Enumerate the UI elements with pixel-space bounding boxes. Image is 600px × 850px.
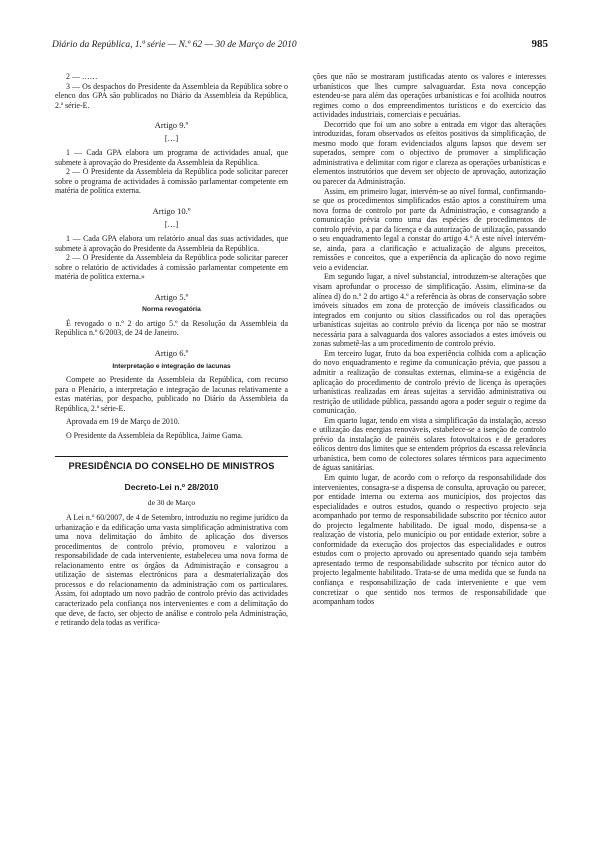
organ-heading: PRESIDÊNCIA DO CONSELHO DE MINISTROS bbox=[68, 461, 275, 472]
omission-mark: […] bbox=[164, 133, 179, 143]
paragraph: Em quarto lugar, tendo em vista a simplificação da instalação, acesso e utilização das energias renováveis, estabelece-se a isenção de controlo prévio da instalação de painéis solares fotovoltaicos e de geradores eólicos dentro dos limites que se entendem próprios da escassa relevância urbanística, bem como de colectores solares térmicos para aquecimento de águas sanitárias. bbox=[313, 415, 546, 473]
article-6-subtitle: Interpretação e integração de lacunas bbox=[112, 362, 231, 370]
decree-title: Decreto-Lei n.º 28/2010 bbox=[124, 481, 219, 492]
paragraph: 1 — Cada GPA elabora um programa de actividades anual, que submete à aprovação do Presidente da Assembleia da República. bbox=[55, 148, 288, 167]
paragraph: 2 — O Presidente da Assembleia da República pode solicitar parecer sobre o programa de actividades à comissão parlamentar competente em matéria de política externa. bbox=[55, 167, 288, 196]
paragraph: É revogado o n.º 2 do artigo 5.º da Resolução da Assembleia da República n.º 6/2003, de 24 de Janeiro. bbox=[55, 318, 288, 338]
section-divider bbox=[55, 456, 288, 457]
article-5-title: Artigo 5.º bbox=[154, 291, 189, 302]
article-9-title: Artigo 9.º bbox=[154, 120, 189, 131]
article-5-subtitle: Norma revogatória bbox=[142, 306, 201, 314]
article-6-title: Artigo 6.º bbox=[154, 348, 189, 359]
left-column bbox=[55, 72, 288, 628]
paragraph: Em terceiro lugar, fruto da boa experiência colhida com a aplicação do novo enquadramento e regime da comunicação prévia, que passou a admitir a realização de consultas externas, elimina-se a exigência de aplicação do procedimento de controlo prévio de licença às operações urbanísticas realizadas em áreas sujeitas a servidão administrativa ou restrição de utilidade pública, passando agora a poder seguir o regime da comunicação. bbox=[313, 348, 546, 416]
omission-mark: […] bbox=[164, 219, 179, 229]
running-header bbox=[52, 40, 548, 54]
page-number: 985 bbox=[531, 38, 548, 50]
right-column bbox=[313, 72, 546, 607]
paragraph: Decorrido que foi um ano sobre a entrada em vigor das alterações introduzidas, foram observados os efeitos positivos da simplificação, de mesmo modo que foram evidenciados alguns lapsos que devem ser superados, sempre com o objectivo de promover a simplificação administrativa e delimitar com rigor e clareza as operações urbanísticas e elementos instrutórios que devem ser objecto de aprovação, autorização ou parecer da Administração. bbox=[313, 119, 546, 187]
paragraph: 3 — Os despachos do Presidente da Assembleia da República sobre o elenco dos GPA são publicados no Diário da Assembleia da República, 2.ª série-E. bbox=[55, 81, 288, 110]
paragraph: 2 — O Presidente da Assembleia da República pode solicitar parecer sobre o relatório de actividades à comissão parlamentar competente em matéria de política externa.» bbox=[55, 253, 288, 282]
paragraph: Compete ao Presidente da Assembleia da República, com recurso para o Plenário, a interpretação e integração de lacunas relativamente a estas matérias, por despacho, publicado no Diário da Assembleia da República, 2.ª série-E. bbox=[55, 375, 288, 413]
paragraph: A Lei n.º 60/2007, de 4 de Setembro, introduziu no regime jurídico da urbanização e da edificação uma vasta simplificação administrativa com uma nova delimitação do âmbito de aplicação dos diversos procedimentos de controlo prévio, promoveu e valorizou a responsabilidade de cada interveniente, estabeleceu uma nova forma de relacionamento entre os órgãos da Administração e consagrou a utilização de sistemas electrónicos para a desmaterialização dos processos e do relacionamento da administração com os particulares. Assim, foi adoptado um novo padrão de controlo prévio das actividades caracterizado pela confiança nos intervenientes e com a delimitação do que deve, de facto, ser objecto de análise e controlo pela Administração, e retirando dela todas as verifica- bbox=[55, 513, 288, 628]
paragraph: 2 — …… bbox=[66, 72, 98, 81]
paragraph: Assim, em primeiro lugar, intervém-se ao nível formal, confirmando-se que os procedimentos simplificados estão aptos a constituírem uma nova forma de controlo por parte da Administração, e consagrando a comunicação prévia como uma das espécies de procedimentos de controlo prévio, a par da licença e da autorização de utilização, passando o seu enquadramento legal a constar do artigo 4.º A este nível intervém-se, ainda, para a clarificação e actualização de alguns preceitos, remissões e conceitos, que a experiência da aplicação do novo regime veio a evidenciar. bbox=[313, 186, 546, 272]
paragraph: Em quinto lugar, de acordo com o reforço da responsabilidade dos intervenientes, consagra-se a dispensa de consulta, aprovação ou parecer, por entidade interna ou externa aos municípios, dos projectos das especialidades e outros estudos, quando o respectivo projecto seja acompanhado por termo de responsabilidade subscrito por técnico autor do projecto legalmente habilitado. De igual modo, dispensa-se a realização de vistoria, pelo município ou por entidade exterior, sobre a conformidade da execução dos projectos das especialidades e outros estudos com o projecto aprovado ou apresentado quando seja também apresentado termo de responsabilidade subscrito por técnico autor do projecto legalmente habilitado. Trata-se de uma medida que se funda na confiança e responsabilização de cada interveniente e que vem concretizar o que sentido nos termos de responsabilidade que acompanham todos bbox=[313, 472, 546, 607]
decree-date: de 30 de Março bbox=[147, 497, 196, 507]
journal-title: Diário da República, 1.ª série — N.º 62 — 30 de Março de 2010 bbox=[52, 40, 297, 50]
approval-line: Aprovada em 19 de Março de 2010. bbox=[66, 417, 180, 427]
paragraph: 1 — Cada GPA elabora um relatório anual das suas actividades, que submete à aprovação do Presidente da Assembleia da República. bbox=[55, 234, 288, 253]
paragraph: ções que não se mostraram justificadas atento os valores e interesses urbanísticos que lhes cumpre salvaguardar. Esta nova concepção estendeu-se para além das operações urbanísticas e foi acolhida noutros regimes como o dos empreendimentos turísticos e do exercício das actividades industriais, comerciais e pecuárias. bbox=[313, 72, 546, 120]
article-10-title: Artigo 10.º bbox=[152, 206, 191, 217]
signature-line: O Presidente da Assembleia da República, Jaime Gama. bbox=[66, 430, 243, 440]
paragraph: Em segundo lugar, a nível substancial, introduzem-se alterações que visam aprofundar o processo de simplificação. Assim, elimina-se da alínea d) do n.º 2 do artigo 4.º a referência às obras de conservação sobre imóveis situados em zona de protecção de imóveis classificados ou integrados em conjunto ou sítios classificados ou rol das operações urbanísticas sujeitas ao controlo prévio da licença por não se mostrar necessária para a salvaguarda dos valores associados a estes imóveis ou zonas submetê-las a um procedimento de controlo prévio. bbox=[313, 272, 546, 349]
